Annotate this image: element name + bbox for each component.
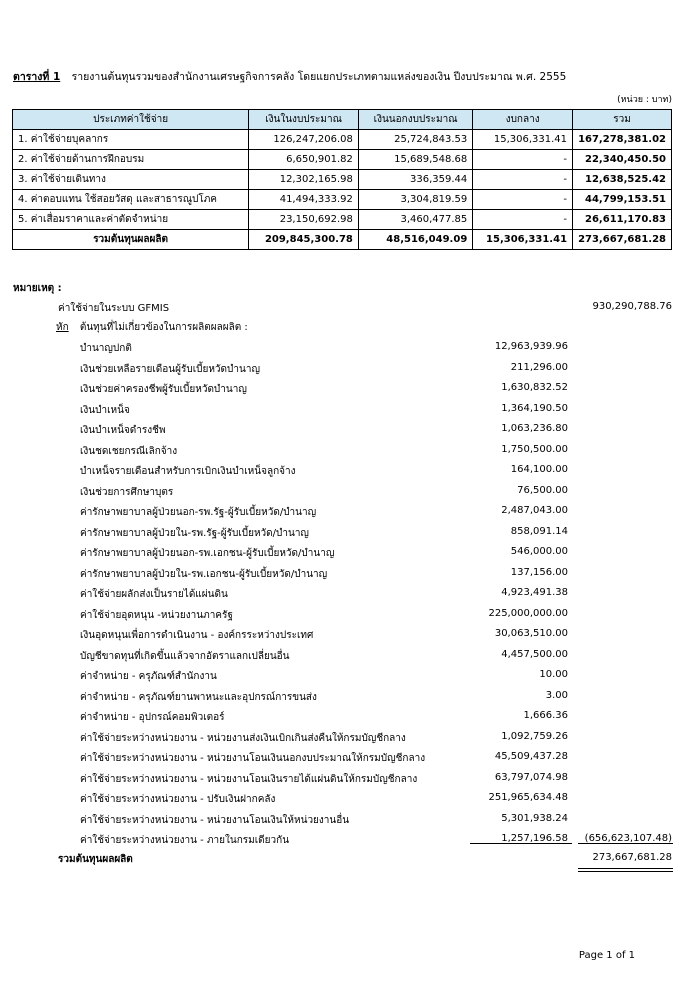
table-row xyxy=(13,190,672,210)
list-item xyxy=(0,584,700,605)
item-amount: 1,092,759.26 xyxy=(501,730,568,742)
total-cell: 209,845,300.78 xyxy=(249,230,359,250)
list-item xyxy=(0,482,700,503)
header-cell: รวม xyxy=(573,110,672,130)
list-item xyxy=(0,789,700,810)
value-cell: - xyxy=(473,190,573,210)
item-label: ค่าใช้จ่ายระหว่างหน่วยงาน - หน่วยงานโอนเงินให้หน่วยงานอื่น xyxy=(80,814,350,826)
item-amount: 1,630,832.52 xyxy=(501,382,568,393)
item-amount: 10.00 xyxy=(539,669,568,680)
table-header xyxy=(13,110,672,130)
item-amount: 4,923,491.38 xyxy=(501,587,568,598)
category-cell: 1. ค่าใช้จ่ายบุคลากร xyxy=(13,130,249,150)
page-number: Page 1 of 1 xyxy=(578,950,635,961)
grand-total-cell: 273,667,681.28 xyxy=(573,230,672,250)
category-cell: 2. ค่าใช้จ่ายด้านการฝึกอบรม xyxy=(13,150,249,170)
list-item xyxy=(0,748,700,769)
notes-heading: หมายเหตุ : xyxy=(13,283,62,294)
item-label: ค่าใช้จ่ายระหว่างหน่วยงาน - หน่วยงานโอนเงินนอกงบประมาณให้กรมบัญชีกลาง xyxy=(80,753,426,764)
list-item xyxy=(0,420,700,441)
value-cell: - xyxy=(473,210,573,230)
header-cell: งบกลาง xyxy=(473,110,573,130)
item-amount: 1,364,190.50 xyxy=(501,402,568,414)
item-amount: 12,963,939.96 xyxy=(494,341,568,352)
list-item xyxy=(0,523,700,544)
table-row xyxy=(13,210,672,230)
row-total-cell: 26,611,170.83 xyxy=(573,210,672,230)
list-item xyxy=(0,687,700,708)
item-label: ค่าใช้จ่ายอุดหนุน -หน่วยงานภาครัฐ xyxy=(80,609,233,621)
table-total-row xyxy=(13,230,672,250)
item-amount: 3.00 xyxy=(545,689,568,701)
item-label: ค่ารักษาพยาบาลผู้ป่วยนอก-รพ.รัฐ-ผู้รับเบี้ยหวัด/บำนาญ xyxy=(80,507,317,518)
row-total-cell: 12,638,525.42 xyxy=(573,170,672,190)
list-item xyxy=(0,769,700,790)
item-amount: 164,100.00 xyxy=(510,464,568,475)
list-item xyxy=(0,646,700,667)
list-item xyxy=(0,728,700,749)
total-label: รวมต้นทุนผลผลิต xyxy=(13,230,249,250)
cost-total-value: 273,667,681.28 xyxy=(592,852,672,863)
deduction-subtotal: (656,623,107.48) xyxy=(584,833,672,844)
item-amount: 137,156.00 xyxy=(510,566,568,578)
value-cell: 23,150,692.98 xyxy=(249,210,359,230)
item-amount: 211,296.00 xyxy=(510,361,568,373)
item-label: ค่ารักษาพยาบาลผู้ป่วยใน-รพ.เอกชน-ผู้รับเบี้ยหวัด/บำนาญ xyxy=(80,568,328,580)
value-cell: 3,304,819.59 xyxy=(358,190,472,210)
cost-table xyxy=(12,109,672,250)
gfmis-value: 930,290,788.76 xyxy=(592,301,672,312)
item-label: ค่าจำหน่าย - ครุภัณฑ์สำนักงาน xyxy=(80,671,217,682)
item-label: ค่ารักษาพยาบาลผู้ป่วยใน-รพ.รัฐ-ผู้รับเบี้ยหวัด/บำนาญ xyxy=(80,527,309,539)
list-item xyxy=(0,707,700,728)
item-amount: 1,257,196.58 xyxy=(501,833,568,844)
title-text: รายงานต้นทุนรวมของสำนักงานเศรษฐกิจการคลัง โดยแยกประเภทตามแหล่งของเงิน ปีงบประมาณ พ.ศ. 2555 xyxy=(71,71,567,83)
item-label: เงินช่วยค่าครองชีพผู้รับเบี้ยหวัดบำนาญ xyxy=(80,384,247,395)
total-cell: 15,306,331.41 xyxy=(473,230,573,250)
item-amount: 1,666.36 xyxy=(523,710,568,721)
list-item xyxy=(0,338,700,359)
total-cell: 48,516,049.09 xyxy=(358,230,472,250)
item-label: เงินช่วยเหลือรายเดือนผู้รับเบี้ยหวัดบำนาญ xyxy=(80,363,260,375)
sum-line xyxy=(470,843,572,844)
value-cell: 336,359.44 xyxy=(358,170,472,190)
report-title xyxy=(13,68,566,85)
header-cell: ประเภทค่าใช้จ่าย xyxy=(13,110,249,130)
item-amount: 858,091.14 xyxy=(510,525,568,537)
sum-line xyxy=(578,843,673,844)
list-item xyxy=(0,543,700,564)
header-cell: เงินนอกงบประมาณ xyxy=(358,110,472,130)
item-label: ค่าใช้จ่ายผลักส่งเป็นรายได้แผ่นดิน xyxy=(80,589,228,600)
row-total-cell: 22,340,450.50 xyxy=(573,150,672,170)
value-cell: 41,494,333.92 xyxy=(249,190,359,210)
item-label: ค่าจำหน่าย - ครุภัณฑ์ยานพาหนะและอุปกรณ์การขนส่ง xyxy=(80,691,317,703)
item-label: เงินบำเหน็จดำรงชีพ xyxy=(80,425,166,436)
item-label: เงินอุดหนุนเพื่อการดำเนินงาน - องค์กรระหว่างประเทศ xyxy=(80,630,314,641)
category-cell: 4. ค่าตอบแทน ใช้สอยวัสดุ และสาธารณูปโภค xyxy=(13,190,249,210)
item-amount: 2,487,043.00 xyxy=(501,505,568,516)
item-label: ค่าใช้จ่ายระหว่างหน่วยงาน - หน่วยงานโอนเงินรายได้แผ่นดินให้กรมบัญชีกลาง xyxy=(80,773,418,785)
item-label: ค่าใช้จ่ายระหว่างหน่วยงาน - ปรับเงินฝากคลัง xyxy=(80,794,276,805)
item-label: ค่าจำหน่าย - อุปกรณ์คอมพิวเตอร์ xyxy=(80,712,225,723)
value-cell: 126,247,206.08 xyxy=(249,130,359,150)
category-cell: 5. ค่าเสื่อมราคาและค่าตัดจำหน่าย xyxy=(13,210,249,230)
less-keyword: หัก xyxy=(56,322,69,333)
item-label: เงินบำเหน็จ xyxy=(80,404,130,416)
table-row xyxy=(13,170,672,190)
category-cell: 3. ค่าใช้จ่ายเดินทาง xyxy=(13,170,249,190)
list-item xyxy=(0,666,700,687)
item-amount: 225,000,000.00 xyxy=(488,607,568,619)
list-item xyxy=(0,359,700,380)
item-label: ค่าใช้จ่ายระหว่างหน่วยงาน - หน่วยงานส่งเงินเบิกเกินส่งคืนให้กรมบัญชีกลาง xyxy=(80,732,406,744)
list-item xyxy=(0,502,700,523)
table-number: ตารางที่ 1 xyxy=(13,71,61,83)
item-label: บำเหน็จรายเดือนสำหรับการเบิกเงินบำเหน็จลูกจ้าง xyxy=(80,466,296,477)
item-amount: 1,063,236.80 xyxy=(501,423,568,434)
deduction-list xyxy=(0,338,700,851)
list-item xyxy=(0,564,700,585)
double-underline xyxy=(578,868,673,872)
item-amount: 4,457,500.00 xyxy=(501,648,568,660)
item-label: ค่าใช้จ่ายระหว่างหน่วยงาน - ภายในกรมเดียวกัน xyxy=(80,835,290,846)
less-label: ต้นทุนที่ไม่เกี่ยวข้องในการผลิตผลผลิต : xyxy=(79,322,248,333)
list-item xyxy=(0,605,700,626)
value-cell: - xyxy=(473,170,573,190)
less-line xyxy=(56,320,248,335)
value-cell: 3,460,477.85 xyxy=(358,210,472,230)
table-row xyxy=(13,150,672,170)
item-amount: 251,965,634.48 xyxy=(488,792,568,803)
value-cell: 25,724,843.53 xyxy=(358,130,472,150)
header-cell: เงินในงบประมาณ xyxy=(249,110,359,130)
row-total-cell: 44,799,153.51 xyxy=(573,190,672,210)
item-label: เงินชดเชยกรณีเลิกจ้าง xyxy=(80,445,178,457)
list-item xyxy=(0,441,700,462)
item-amount: 63,797,074.98 xyxy=(494,771,568,783)
list-item xyxy=(0,810,700,831)
item-amount: 30,063,510.00 xyxy=(494,628,568,639)
value-cell: - xyxy=(473,150,573,170)
table-row xyxy=(13,130,672,150)
item-label: ค่ารักษาพยาบาลผู้ป่วยนอก-รพ.เอกชน-ผู้รับเบี้ยหวัด/บำนาญ xyxy=(80,548,335,559)
list-item xyxy=(0,625,700,646)
item-amount: 546,000.00 xyxy=(510,546,568,557)
row-total-cell: 167,278,381.02 xyxy=(573,130,672,150)
item-amount: 45,509,437.28 xyxy=(494,751,568,762)
value-cell: 6,650,901.82 xyxy=(249,150,359,170)
item-label: บำนาญปกติ xyxy=(80,343,132,354)
item-amount: 5,301,938.24 xyxy=(501,812,568,824)
value-cell: 12,302,165.98 xyxy=(249,170,359,190)
list-item xyxy=(0,830,700,851)
unit-label: (หน่วย : บาท) xyxy=(617,95,672,105)
value-cell: 15,306,331.41 xyxy=(473,130,573,150)
list-item xyxy=(0,379,700,400)
item-label: เงินช่วยการศึกษาบุตร xyxy=(80,486,174,498)
list-item xyxy=(0,461,700,482)
item-label: บัญชีขาดทุนที่เกิดขึ้นแล้วจากอัตราแลกเปลี่ยนอื่น xyxy=(80,650,290,662)
item-amount: 1,750,500.00 xyxy=(501,443,568,455)
value-cell: 15,689,548.68 xyxy=(358,150,472,170)
item-amount: 76,500.00 xyxy=(517,484,568,496)
cost-total-label: รวมต้นทุนผลผลิต xyxy=(58,854,133,865)
list-item xyxy=(0,400,700,421)
gfmis-label: ค่าใช้จ่ายในระบบ GFMIS xyxy=(58,303,170,314)
